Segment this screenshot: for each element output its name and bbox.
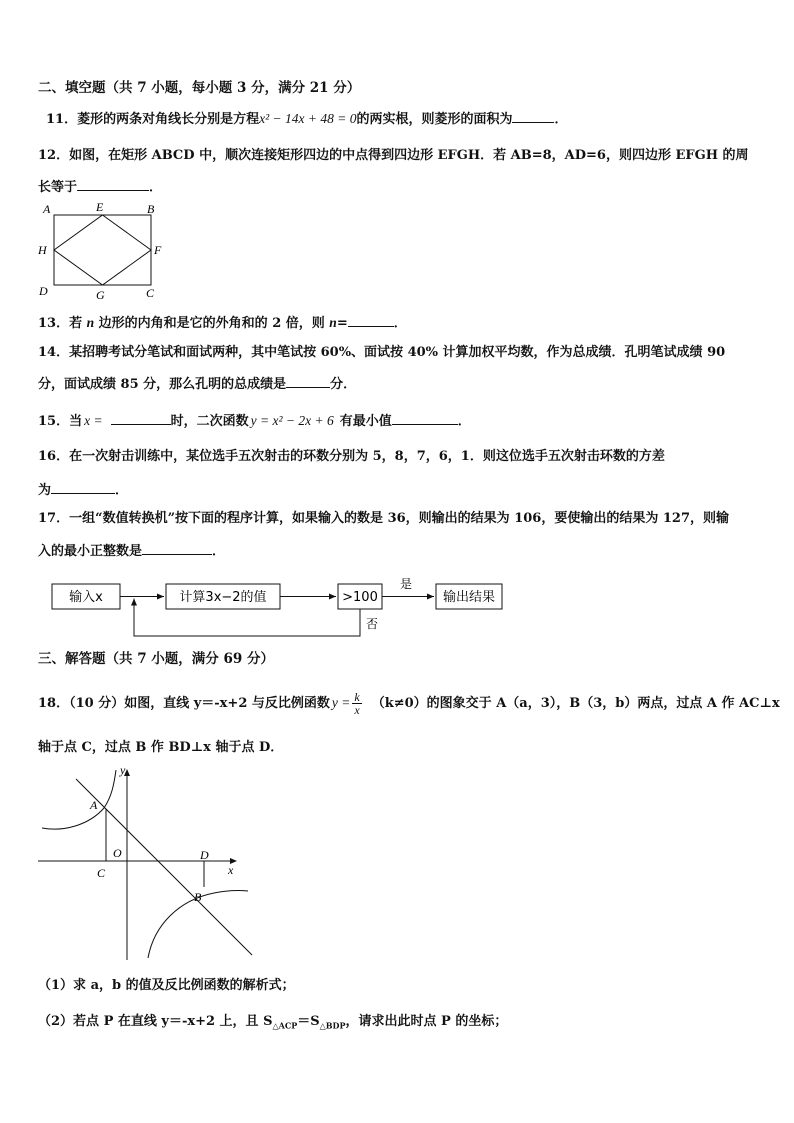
q16-answer-blank[interactable] — [51, 480, 115, 494]
point-d-label: D — [200, 848, 209, 862]
q14-answer-blank[interactable] — [286, 374, 330, 388]
q11-answer-blank[interactable] — [512, 109, 554, 123]
label-c: C — [146, 286, 155, 300]
q18-p2-sub-acp: △ACP — [272, 1020, 298, 1031]
q15-answer-blank-min[interactable] — [392, 411, 458, 425]
question-16-line1: 16．在一次射击训练中，某位选手五次射击的环数分别为 5，8，7，6，1．则这位选手五次射击环数的方差 — [38, 449, 665, 464]
q16-end: ． — [115, 483, 129, 498]
label-f: F — [154, 243, 162, 257]
question-12-line1: 12．如图，在矩形 ABCD 中，顺次连接矩形四边的中点得到四边形 EFGH．若 AB=8，AD=6，则四边形 EFGH 的周 — [38, 148, 749, 163]
q18-fraction — [352, 691, 361, 716]
q18-p2-text: （2）若点 P 在直线 y＝-x+2 上，且 S — [38, 1014, 273, 1029]
label-e: E — [96, 200, 104, 214]
q17-answer-blank[interactable] — [142, 541, 212, 555]
function-graph-figure — [34, 760, 264, 965]
section-3-heading: 三、解答题（共 7 小题，满分 69 分） — [38, 651, 274, 667]
point-a-label: A — [90, 798, 98, 812]
flowchart-compute-label: 计算3x−2的值 — [179, 590, 267, 605]
question-15 — [38, 411, 471, 431]
label-g: G — [96, 288, 105, 302]
question-14-line1: 14．某招聘考试分笔试和面试两种，其中笔试按 60%、面试按 40% 计算加权平均数，作为总成绩．孔明笔试成绩 90 — [38, 345, 726, 360]
q17-text: 入的最小正整数是 — [38, 544, 143, 559]
q15-answer-blank-x[interactable] — [111, 411, 171, 425]
q11-end: ． — [554, 112, 568, 127]
q18-p2-sub-bdp: △BDP — [319, 1020, 346, 1031]
point-b-label: B — [194, 890, 202, 904]
q18-text: 18．（10 分）如图，直线 y＝-x+2 与反比例函数 — [38, 696, 330, 711]
q13-answer-blank[interactable] — [348, 313, 394, 327]
hyperbola-branch-upper-left — [42, 770, 116, 829]
point-c-label: C — [97, 866, 106, 880]
label-a: A — [43, 202, 51, 216]
question-14-line2 — [38, 374, 356, 394]
y-axis-label: y — [120, 763, 126, 777]
q13-n: n — [86, 315, 95, 330]
question-18-part1: （1）求 a，b 的值及反比例函数的解析式； — [38, 978, 295, 993]
label-d: D — [39, 284, 48, 298]
q15-equation: y = x² − 2x + 6 — [250, 413, 334, 428]
q13-n2: n — [329, 315, 337, 330]
q14-end: 分． — [330, 377, 357, 392]
q13-end: ． — [393, 316, 407, 331]
q17-end: ． — [212, 544, 226, 559]
question-18-line2: 轴于点 C，过点 B 作 BD⊥x 轴于点 D． — [38, 740, 284, 755]
x-axis-label: x — [228, 863, 234, 877]
flowchart-output-label: 输出结果 — [442, 590, 496, 605]
question-16-line2 — [38, 480, 128, 500]
q18-p2-text-post: ，请求出此时点 P 的坐标； — [345, 1014, 508, 1029]
question-18-part2 — [38, 1013, 507, 1035]
label-h: H — [38, 243, 47, 257]
rectangle-abcd — [54, 215, 151, 285]
q15-end: ． — [457, 414, 471, 429]
question-17-line1: 17．一组“数值转换机”按下面的程序计算，如果输入的数是 36，则输出的结果为 106，要使输出的结果为 127，则输 — [38, 511, 729, 526]
q13-eq: = — [336, 316, 348, 331]
question-11 — [46, 109, 568, 129]
q15-x: x = — [84, 413, 103, 428]
flowchart-yes-label: 是 — [399, 577, 413, 591]
q15-text: 15．当 — [38, 414, 83, 429]
q11-text: 11．菱形的两条对角线长分别是方程 — [46, 112, 260, 127]
q18-p2-text-mid: ＝S — [297, 1014, 320, 1029]
rectangle-figure — [30, 198, 170, 303]
q12-answer-blank[interactable] — [77, 177, 149, 191]
origin-label: O — [113, 846, 122, 860]
flowchart-input-label: 输入x — [69, 590, 103, 605]
q18-y: y = — [331, 695, 351, 710]
section-2-heading: 二、填空题（共 7 小题，每小题 3 分，满分 21 分） — [38, 80, 361, 96]
q11-text-post: 的两实根，则菱形的面积为 — [356, 112, 513, 127]
q12-text: 长等于 — [38, 180, 78, 195]
flowchart-condition-label: >100 — [342, 590, 378, 605]
q13-text: 13．若 — [38, 316, 87, 331]
q18-fraction-num: k — [354, 690, 360, 704]
q12-end: ． — [149, 180, 163, 195]
q15-text-post: 有最小值 — [339, 414, 392, 429]
flowchart-no-label: 否 — [365, 617, 379, 631]
q18-text-post: （k≠0）的图象交于 A（a，3），B（3，b）两点，过点 A 作 AC⊥x — [371, 696, 780, 711]
flowchart — [40, 570, 520, 642]
q13-text-mid: 边形的内角和是它的外角和的 2 倍，则 — [94, 316, 330, 331]
question-13 — [38, 313, 407, 333]
question-17-line2 — [38, 541, 225, 561]
quadrilateral-efgh — [54, 215, 151, 285]
q15-text-mid: 时，二次函数 — [170, 414, 249, 429]
question-12-line2 — [38, 177, 162, 197]
q14-text: 分，面试成绩 85 分，那么孔明的总成绩是 — [38, 377, 287, 392]
question-18-line1 — [38, 691, 780, 716]
q16-text: 为 — [38, 483, 52, 498]
label-b: B — [147, 202, 155, 216]
q18-fraction-den: x — [354, 703, 360, 717]
q11-equation: x² − 14x + 48 = 0 — [259, 111, 357, 126]
